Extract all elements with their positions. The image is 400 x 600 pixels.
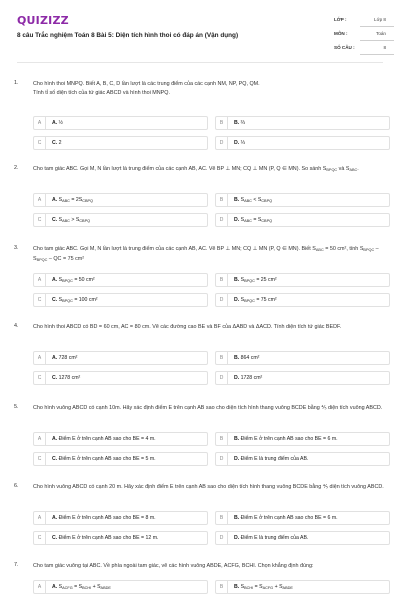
question-number: 2. [14,165,19,171]
question-text: Cho hình thoi ABCD có BD = 60 cm, AC = 80 cm. Vẽ các đường cao BE và BF của ΔABD và ΔACD. Tính diện tích tứ giác BEDF. [33,324,342,330]
option-letter: A [34,117,46,129]
question-number: 4. [14,323,19,329]
question-text: Cho tam giác ABC. Gọi M, N lần lượt là trung điểm của các cạnh AB, AC. Vẽ BP ⊥ MN; CQ ⊥ MN (P, Q ∈ MN). Biết $S_{ABC} = 50$ cm², tính $S_{BPQC} - S_{BPQC}$ – QC = 75 cm² [33,246,379,262]
option-text: A. 728 cm² [52,355,78,361]
option-letter: D [216,214,228,226]
meta-row-count [334,42,394,56]
option-text: C. Điểm E ở trên cạnh AB sao cho BE = 12 m. [52,535,159,541]
option-text: C. $S_{ABC} > S_{CBPQ}$ [52,217,91,223]
option-text: D. $S_{ABC} = S_{CBPQ}$ [234,217,273,223]
meta-value: Lớp 8 [374,17,386,22]
option-text: D. ⅓ [234,140,245,146]
answer-option-c[interactable] [33,531,208,545]
option-letter: A [34,274,46,286]
answer-option-c[interactable] [33,452,208,466]
meta-key: LỚP : [334,17,347,22]
option-letter: B [216,433,228,445]
option-letter: C [34,453,46,465]
option-letter: B [216,117,228,129]
meta-row-grade [334,14,394,28]
answer-option-b[interactable] [215,273,390,287]
answer-option-b[interactable] [215,193,390,207]
option-letter: D [216,453,228,465]
question-text: Cho hình vuông ABCD có cạnh 10m. Hãy xác định điểm E trên cạnh AB sao cho diện tích hình thang vuông BCDE bằng ⅘ diện tích vuông ABCD. [33,405,383,411]
option-letter: C [34,294,46,306]
meta-key: MÔN : [334,31,348,36]
option-text: A. ½ [52,120,63,126]
option-text: D. Điểm E là trung điểm của AB. [234,456,309,462]
option-letter: B [216,352,228,364]
answer-option-b[interactable] [215,116,390,130]
option-text: B. Điểm E ở trên cạnh AB sao cho BE = 6 m. [234,436,338,442]
option-letter: B [216,581,228,593]
option-text: A. $S_{BPQC} = 50$ cm² [52,277,95,283]
question-text: Cho hình thoi MNPQ. Biết A, B, C, D lần lượt là các trung điểm của các cạnh NM, NP, PQ, QM. Tính tỉ số diện tích của tứ giác ABCD và hình thoi MNPQ. [33,81,260,96]
option-letter: A [34,194,46,206]
option-letter: B [216,194,228,206]
meta-underline [360,40,394,41]
question-number: 1. [14,80,19,86]
answer-option-d[interactable] [215,293,390,307]
answer-option-a[interactable] [33,116,208,130]
meta-row-subject [334,28,394,42]
meta-value: Toán [376,31,386,36]
option-text: C. Điểm E ở trên cạnh AB sao cho BE = 5 m. [52,456,156,462]
header-divider [17,62,383,63]
option-letter: A [34,433,46,445]
answer-option-d[interactable] [215,531,390,545]
answer-option-a[interactable] [33,273,208,287]
option-letter: A [34,352,46,364]
option-letter: C [34,214,46,226]
answer-option-d[interactable] [215,213,390,227]
option-letter: C [34,372,46,384]
option-text: B. ⅔ [234,120,245,126]
answer-option-d[interactable] [215,371,390,385]
answer-option-d[interactable] [215,136,390,150]
answer-option-a[interactable] [33,193,208,207]
option-letter: B [216,512,228,524]
answer-option-a[interactable] [33,351,208,365]
meta-key: SỐ CÂU : [334,45,355,50]
question-number: 3. [14,245,19,251]
answer-option-b[interactable] [215,580,390,594]
answer-option-c[interactable] [33,213,208,227]
meta-panel [334,14,394,56]
option-text: D. 1728 cm² [234,375,263,381]
option-text: B. 864 cm² [234,355,260,361]
answer-option-d[interactable] [215,452,390,466]
answer-option-c[interactable] [33,136,208,150]
question-number: 7. [14,562,19,568]
option-letter: D [216,294,228,306]
option-text: C. $S_{BPQC} = 100$ cm² [52,297,98,303]
meta-underline [360,26,394,27]
question-number: 6. [14,483,19,489]
option-letter: A [34,512,46,524]
option-letter: C [34,137,46,149]
option-text: B. $S_{BCHI} = S_{ACFG} + S_{ABDE}$ [234,584,293,590]
option-letter: C [34,532,46,544]
answer-option-a[interactable] [33,432,208,446]
meta-value: 8 [383,45,386,50]
option-text: D. Điểm E là trung điểm của AB. [234,535,309,541]
option-text: A. $S_{ACFG} = S_{BCHI} + S_{ABDE}$ [52,584,111,590]
option-text: B. $S_{BPQC} = 25$ cm² [234,277,277,283]
option-letter: A [34,581,46,593]
option-letter: D [216,137,228,149]
question-number: 5. [14,404,19,410]
option-text: C. 2 [52,140,62,146]
answer-option-b[interactable] [215,511,390,525]
page-title: 8 câu Trắc nghiệm Toán 8 Bài 5: Diện tích hình thoi có đáp án (Vận dụng) [17,32,239,39]
option-text: D. $S_{BPQC} = 75$ cm² [234,297,277,303]
option-text: B. $S_{ABC} < S_{CBPQ}$ [234,197,273,203]
option-text: A. $S_{ABC} = 2S_{CBPQ}$ [52,197,93,203]
option-letter: D [216,372,228,384]
option-text: B. Điểm E ở trên cạnh AB sao cho BE = 6 m. [234,515,338,521]
answer-option-c[interactable] [33,293,208,307]
quizizz-logo: QUIZIZZ [17,14,69,27]
answer-option-c[interactable] [33,371,208,385]
answer-option-a[interactable] [33,580,208,594]
question-text: Cho tam giác ABC. Gọi M, N lần lượt là trung điểm của các cạnh AB, AC. Vẽ BP ⊥ MN; CQ ⊥ MN (P, Q ∈ MN). So sánh $S_{BPQC}$ và $S_{ABC}$. [33,166,359,172]
question-text: Cho tam giác vuông tại ABC. Về phía ngoài tam giác, vẽ các hình vuông ABDE, ACFG, BCHI. Chọn khẳng định đúng: [33,563,314,569]
answer-option-b[interactable] [215,351,390,365]
option-text: A. Điểm E ở trên cạnh AB sao cho BE = 4 m. [52,436,156,442]
question-text: Cho hình vuông ABCD có cạnh 20 m. Hãy xác định điểm E trên cạnh AB sao cho diện tích hình thang vuông BCDE bằng ⅘ diện tích vuông ABCD. [33,484,384,490]
option-text: C. 1278 cm² [52,375,81,381]
option-letter: B [216,274,228,286]
answer-option-a[interactable] [33,511,208,525]
answer-option-b[interactable] [215,432,390,446]
option-letter: D [216,532,228,544]
meta-underline [360,54,394,55]
option-text: A. Điểm E ở trên cạnh AB sao cho BE = 8 m. [52,515,156,521]
